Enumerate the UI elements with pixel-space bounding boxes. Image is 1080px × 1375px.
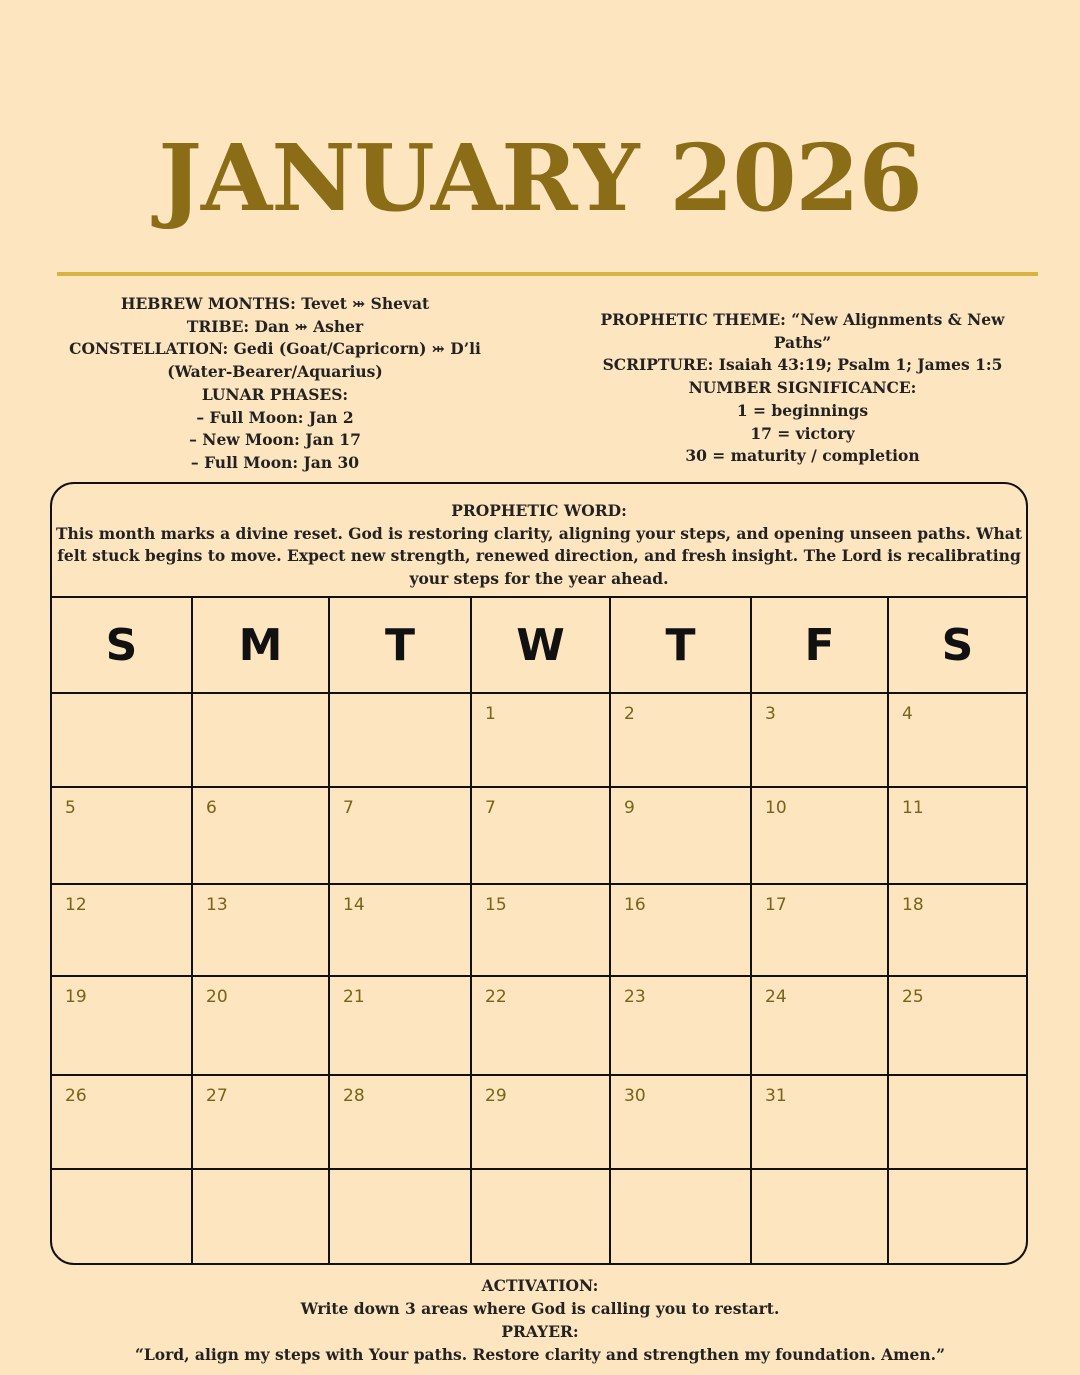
day-number: 26 (65, 1086, 87, 1106)
day-number: 27 (206, 1086, 228, 1106)
week-row (52, 1076, 1026, 1170)
day-cell (889, 885, 1026, 975)
day-number: 22 (485, 987, 507, 1007)
prophetic-word-text: This month marks a divine reset. God is restoring clarity, aligning your steps, and opening unseen paths. What felt stuck begins to move. Expect new strength, renewed direction, and fresh insight. The Lord is recalibrating your steps for the year ahead. (55, 523, 1022, 589)
day-number: 11 (902, 798, 924, 818)
weekday-header: S (941, 619, 974, 671)
day-cell (611, 1170, 752, 1265)
weekday-header: F (752, 598, 889, 692)
day-cell (752, 885, 889, 975)
day-cell (193, 885, 330, 975)
calendar-grid (52, 598, 1026, 1265)
weekday-header: T (611, 598, 752, 692)
day-number: 2 (624, 704, 635, 724)
day-cell (889, 977, 1026, 1074)
day-number: 5 (65, 798, 76, 818)
day-cell (752, 1170, 889, 1265)
day-number: 16 (624, 895, 646, 915)
lunar-phases-label: LUNAR PHASES: (201, 384, 349, 404)
lunar-phase-line: – Full Moon: Jan 30 (190, 452, 360, 472)
weekday-header: S (52, 598, 193, 692)
day-number: 31 (765, 1086, 787, 1106)
day-number: 7 (485, 798, 496, 818)
prophetic-theme-line: PROPHETIC THEME: “New Alignments & New Paths” (600, 310, 1005, 352)
scripture-line: SCRIPTURE: Isaiah 43:19; Psalm 1; James 1:5 (602, 355, 1003, 375)
day-number: 29 (485, 1086, 507, 1106)
day-number: 9 (624, 798, 635, 818)
number-significance-label: NUMBER SIGNIFICANCE: (688, 378, 917, 398)
day-cell (752, 977, 889, 1074)
day-cell (330, 694, 472, 786)
constellation-line: CONSTELLATION: Gedi (Goat/Capricorn) ⤔ D’li (Water-Bearer/Aquarius) (69, 339, 481, 382)
prayer-text: “Lord, align my steps with Your paths. Restore clarity and strengthen my foundation. Amen.” (134, 1345, 945, 1364)
number-significance-line: 30 = maturity / completion (685, 446, 920, 466)
day-cell (52, 788, 193, 883)
day-number: 18 (902, 895, 924, 915)
day-cell (472, 977, 611, 1074)
week-row (52, 1170, 1026, 1265)
day-cell (611, 977, 752, 1074)
day-number: 3 (765, 704, 776, 724)
day-cell (889, 694, 1026, 786)
day-number: 17 (765, 895, 787, 915)
day-cell (889, 788, 1026, 883)
weekday-header: W (472, 598, 611, 692)
weekday-header-row (52, 598, 1026, 694)
month-details (55, 293, 495, 475)
day-cell (193, 977, 330, 1074)
day-cell (752, 788, 889, 883)
title-divider (57, 272, 1038, 276)
day-number: 30 (624, 1086, 646, 1106)
day-cell (472, 885, 611, 975)
hebrew-months-line: HEBREW MONTHS: Tevet ⤔ Shevat (120, 294, 430, 313)
lunar-phase-line: – New Moon: Jan 17 (189, 430, 361, 450)
week-row (52, 694, 1026, 788)
day-cell (52, 694, 193, 786)
day-cell (330, 1170, 472, 1265)
day-cell (889, 1170, 1026, 1265)
tribe-line: TRIBE: Dan ⤔ Asher (186, 316, 364, 336)
number-significance-line: 17 = victory (750, 423, 855, 443)
weekday-header: M (193, 598, 330, 692)
day-number: 19 (65, 987, 87, 1007)
prophetic-word-title: PROPHETIC WORD: (451, 501, 627, 520)
day-cell (752, 1076, 889, 1168)
day-cell (611, 1076, 752, 1168)
day-cell (611, 694, 752, 786)
day-cell (472, 694, 611, 786)
week-row (52, 977, 1026, 1076)
footer-section (0, 1274, 1080, 1366)
day-cell (330, 788, 472, 883)
day-number: 12 (65, 895, 87, 915)
day-cell (52, 1170, 193, 1265)
prayer-label: PRAYER: (501, 1322, 579, 1341)
day-cell (472, 1170, 611, 1265)
week-row (52, 885, 1026, 977)
lunar-phase-line: – Full Moon: Jan 2 (196, 407, 354, 427)
day-cell (193, 694, 330, 786)
day-number: 20 (206, 987, 228, 1007)
day-number: 28 (343, 1086, 365, 1106)
day-number: 10 (765, 798, 787, 818)
day-cell (611, 885, 752, 975)
day-cell (52, 885, 193, 975)
day-cell (889, 1076, 1026, 1168)
week-row (52, 788, 1026, 885)
day-number: 1 (485, 704, 496, 724)
day-cell (52, 1076, 193, 1168)
day-number: 4 (902, 704, 913, 724)
day-number: 7 (343, 798, 354, 818)
day-number: 24 (765, 987, 787, 1007)
day-number: 23 (624, 987, 646, 1007)
activation-label: ACTIVATION: (481, 1276, 599, 1295)
day-cell (472, 1076, 611, 1168)
day-cell (472, 788, 611, 883)
day-cell (193, 1076, 330, 1168)
day-number: 6 (206, 798, 217, 818)
day-cell (330, 977, 472, 1074)
number-significance-line: 1 = beginnings (736, 400, 869, 420)
day-cell (330, 1076, 472, 1168)
day-number: 13 (206, 895, 228, 915)
day-number: 25 (902, 987, 924, 1007)
activation-text: Write down 3 areas where God is calling you to restart. (300, 1299, 780, 1318)
day-cell (52, 977, 193, 1074)
day-cell (193, 788, 330, 883)
day-cell (611, 788, 752, 883)
day-number: 15 (485, 895, 507, 915)
day-number: 21 (343, 987, 365, 1007)
day-cell (752, 694, 889, 786)
weekday-header: T (330, 598, 472, 692)
calendar-box (50, 482, 1028, 1265)
day-cell (330, 885, 472, 975)
prophetic-word-section (52, 484, 1026, 598)
day-number: 14 (343, 895, 365, 915)
page-title: JANUARY 2026 (158, 124, 922, 232)
prophetic-details (575, 309, 1030, 468)
day-cell (193, 1170, 330, 1265)
